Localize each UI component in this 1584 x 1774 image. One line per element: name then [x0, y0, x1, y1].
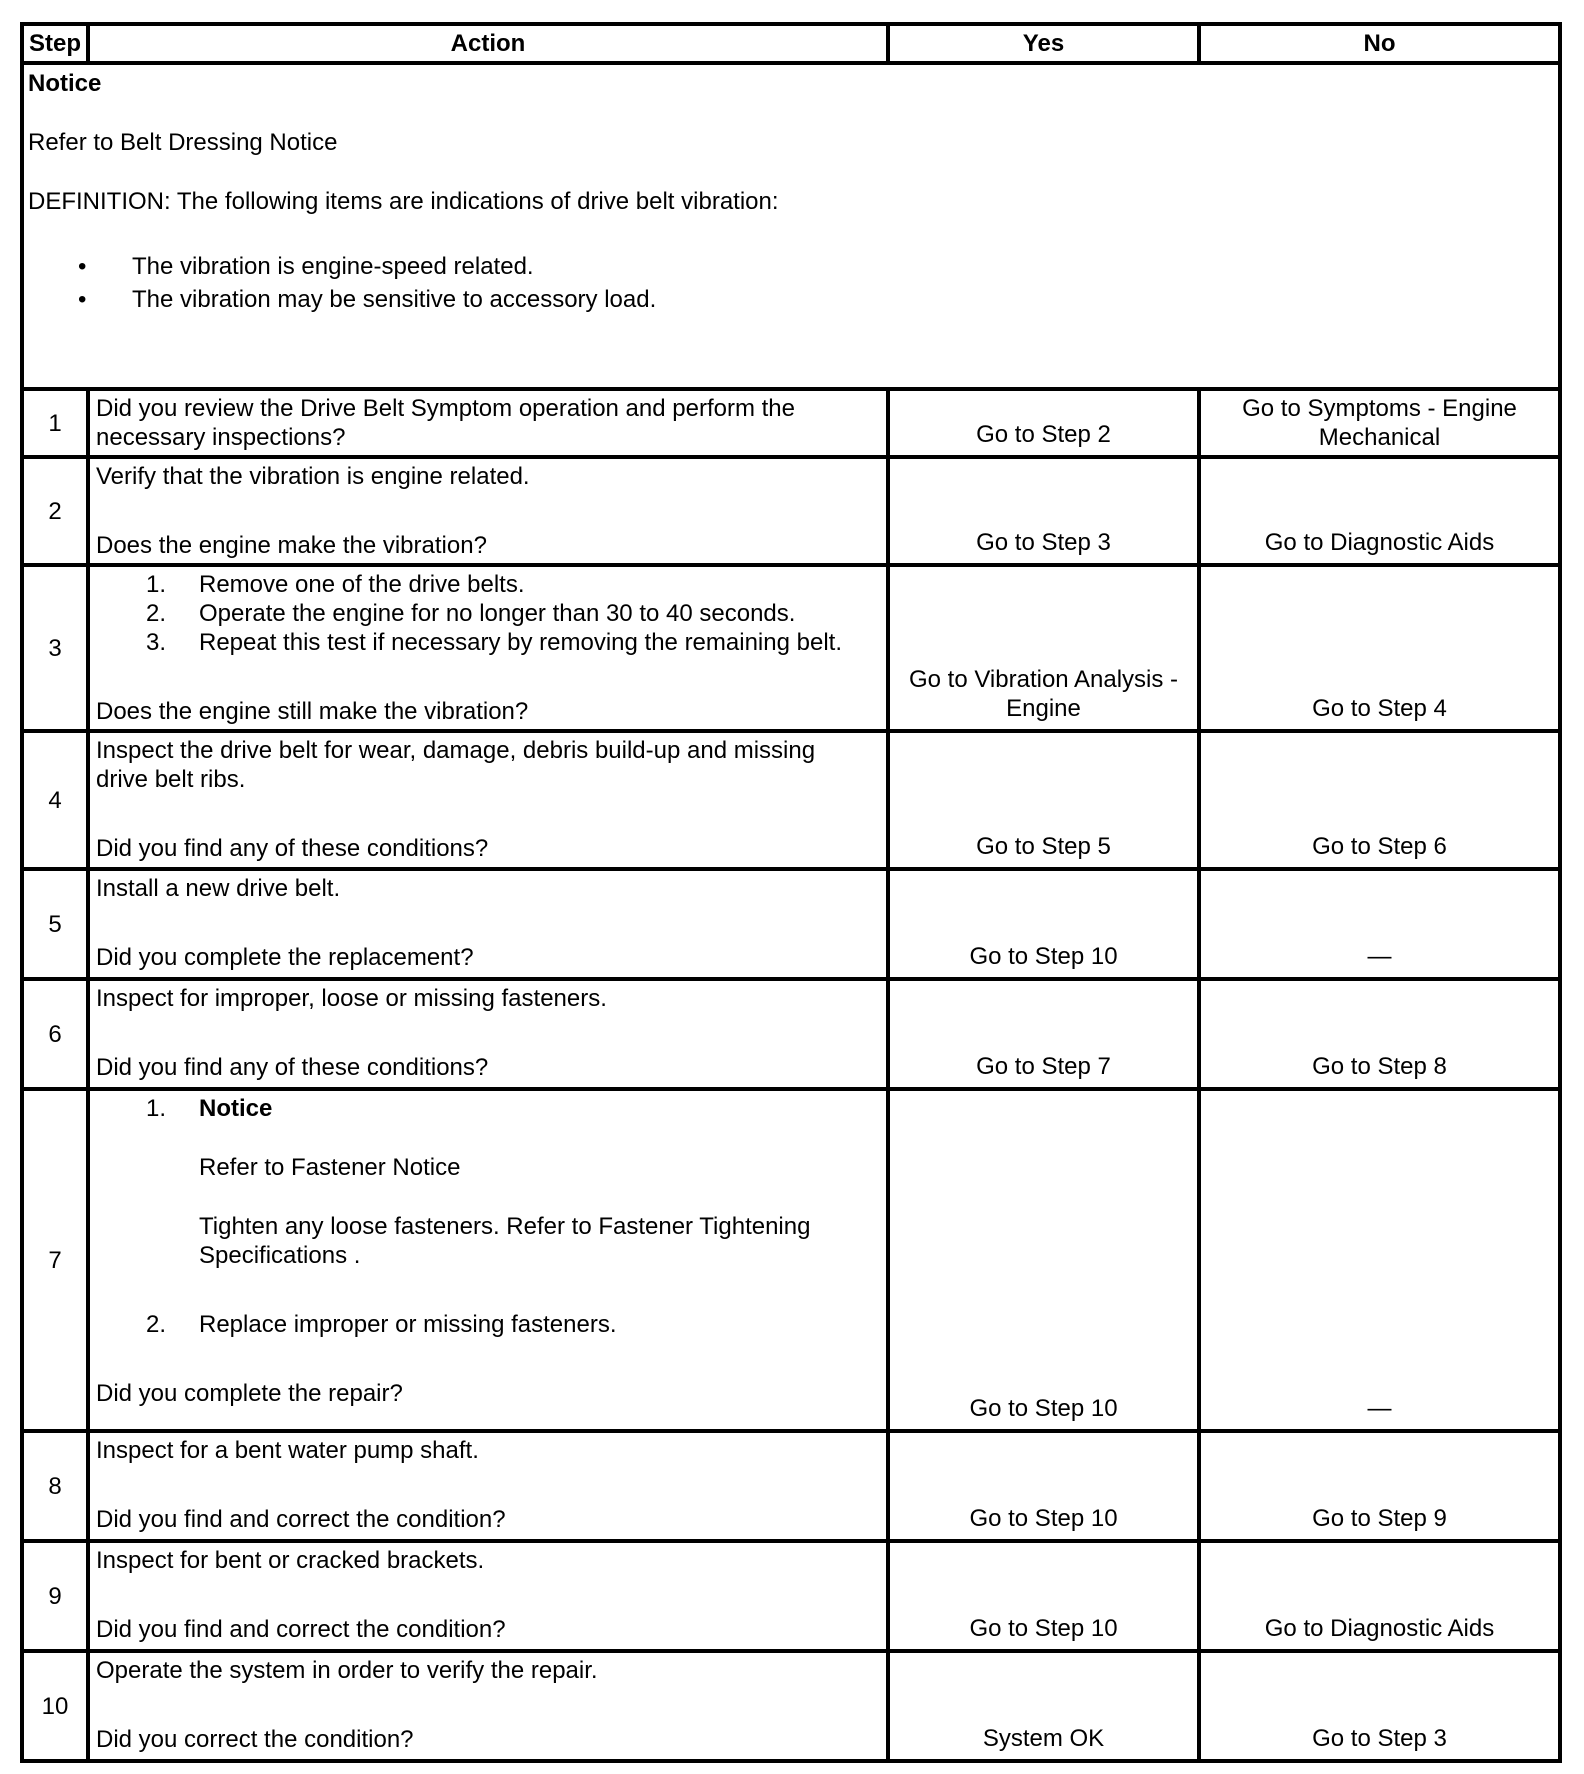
no-cell: — [1199, 1089, 1560, 1431]
yes-cell: Go to Step 10 [888, 1089, 1199, 1431]
table-row [22, 1651, 1560, 1761]
table-row [22, 1431, 1560, 1541]
header-yes: Yes [888, 24, 1199, 63]
step-action: Verify that the vibration is engine related. Does the engine make the vibration? [88, 457, 888, 565]
no-cell: Go to Step 9 [1199, 1431, 1560, 1541]
table-row [22, 869, 1560, 979]
notice-row [22, 63, 1560, 389]
step-number: 7 [22, 1089, 88, 1431]
no-cell: Go to Symptoms - Engine Mechanical [1199, 389, 1560, 457]
step-number: 5 [22, 869, 88, 979]
step-action: Inspect for a bent water pump shaft. Did you find and correct the condition? [88, 1431, 888, 1541]
yes-cell: Go to Step 2 [888, 389, 1199, 457]
step-action: Install a new drive belt. Did you complete the replacement? [88, 869, 888, 979]
header-action: Action [88, 24, 888, 63]
step-action: Inspect for bent or cracked brackets. Did you find and correct the condition? [88, 1541, 888, 1651]
step-action: 1. Notice Refer to Fastener Notice Tighten any loose fasteners. Refer to Fastener Tightening Specifications . 2. Replace improper or missing fasteners. Did you complete the repair? [88, 1089, 888, 1431]
list-item: 3. Repeat this test if necessary by removing the remaining belt. [146, 629, 842, 656]
step-number: 3 [22, 565, 88, 731]
step-action: 1. Remove one of the drive belts. 2. Operate the engine for no longer than 30 to 40 seconds. 3. Repeat this test if necessary by removing the remaining belt. Does the engine still make the vibration? [88, 565, 888, 731]
no-cell: Go to Step 3 [1199, 1651, 1560, 1761]
table-row [22, 979, 1560, 1089]
yes-cell: Go to Step 10 [888, 1541, 1199, 1651]
no-cell: Go to Diagnostic Aids [1199, 457, 1560, 565]
no-cell: Go to Step 4 [1199, 565, 1560, 731]
list-item: 2. Operate the engine for no longer than 30 to 40 seconds. [146, 600, 796, 627]
notice-title: Notice [28, 70, 102, 97]
list-item: • The vibration may be sensitive to accessory load. [78, 286, 657, 313]
step-number: 9 [22, 1541, 88, 1651]
table-row [22, 1089, 1560, 1431]
list-item: 2. Replace improper or missing fasteners. [146, 1311, 617, 1338]
list-item: 1. Remove one of the drive belts. [146, 571, 525, 598]
step-number: 1 [22, 389, 88, 457]
notice-cell [22, 63, 1560, 389]
yes-cell: Go to Step 3 [888, 457, 1199, 565]
list-item: 1. Notice Refer to Fastener Notice Tighten any loose fasteners. Refer to Fastener Tightening Specifications . [146, 1095, 811, 1269]
yes-cell: Go to Step 7 [888, 979, 1199, 1089]
no-cell: Go to Step 6 [1199, 731, 1560, 869]
step-number: 10 [22, 1651, 88, 1761]
yes-cell: Go to Step 10 [888, 1431, 1199, 1541]
notice-bullets [28, 252, 1552, 318]
yes-cell: Go to Step 10 [888, 869, 1199, 979]
step-action: Did you review the Drive Belt Symptom operation and perform the necessary inspections? [88, 389, 888, 457]
step-number: 6 [22, 979, 88, 1089]
step-action: Inspect for improper, loose or missing fasteners. Did you find any of these conditions? [88, 979, 888, 1089]
notice-definition: DEFINITION: The following items are indications of drive belt vibration: [28, 188, 779, 215]
step-number: 4 [22, 731, 88, 869]
step-action: Inspect the drive belt for wear, damage, debris build-up and missing drive belt ribs. Did you find any of these conditions? [88, 731, 888, 869]
yes-cell: Go to Vibration Analysis - Engine [888, 565, 1199, 731]
yes-cell: System OK [888, 1651, 1199, 1761]
table-row [22, 1541, 1560, 1651]
table-row [22, 565, 1560, 731]
step-action: Operate the system in order to verify the repair. Did you correct the condition? [88, 1651, 888, 1761]
diagnostic-table [20, 22, 1562, 1763]
header-row [22, 24, 1560, 63]
list-item: • The vibration is engine-speed related. [78, 253, 534, 280]
no-cell: Go to Diagnostic Aids [1199, 1541, 1560, 1651]
notice-ref: Refer to Belt Dressing Notice [28, 129, 338, 156]
table-row [22, 457, 1560, 565]
no-cell: — [1199, 869, 1560, 979]
table-row [22, 389, 1560, 457]
no-cell: Go to Step 8 [1199, 979, 1560, 1089]
header-step: Step [22, 24, 88, 63]
header-no: No [1199, 24, 1560, 63]
step-number: 8 [22, 1431, 88, 1541]
table-row [22, 731, 1560, 869]
step-number: 2 [22, 457, 88, 565]
yes-cell: Go to Step 5 [888, 731, 1199, 869]
